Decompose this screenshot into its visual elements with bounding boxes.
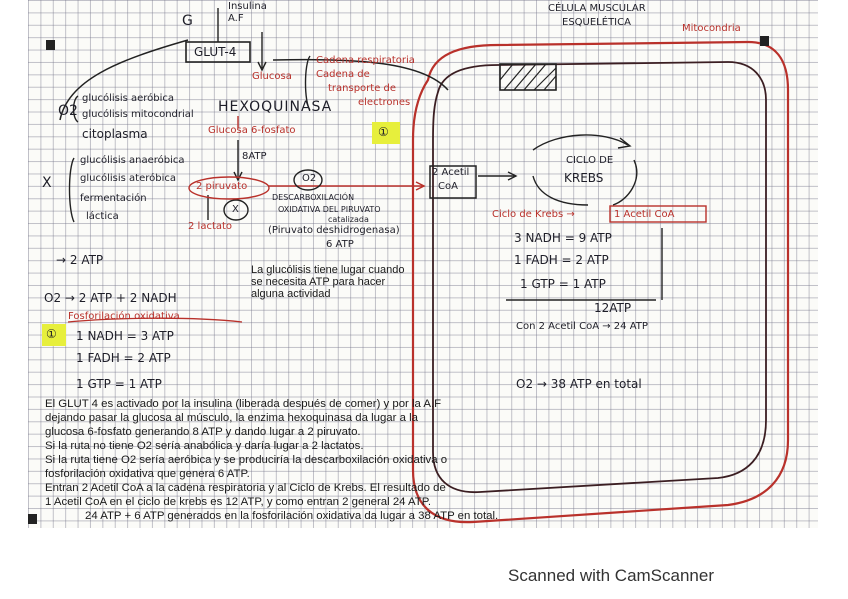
acetil-label-2: CoA <box>438 181 458 192</box>
summary-line-8: 1 Acetil CoA en el ciclo de krebs es 12 ATP, y como entran 2 general 24 ATP. <box>45 496 432 508</box>
fosf-row-1: 1 NADH = 3 ATP <box>76 329 174 343</box>
g6p-label: Glucosa 6-fosfato <box>208 125 296 136</box>
x-circle-label: X <box>232 204 239 215</box>
g-label: G <box>182 13 193 29</box>
scanner-watermark: Scanned with CamScanner <box>508 566 715 585</box>
o2-line-3: citoplasma <box>82 127 148 141</box>
corner-mark-tr <box>760 36 769 46</box>
o2-atp-line: O2 → 2 ATP + 2 NADH <box>44 291 177 305</box>
summary-paragraph <box>45 397 498 523</box>
summary-line-9: 24 ATP + 6 ATP generados en la fosforilación oxidativa da lugar a 38 ATP en total. <box>85 510 499 522</box>
atp6-label: 6 ATP <box>326 239 354 250</box>
summary-line-5: Si la ruta tiene O2 sería aeróbica y se produciría la descarboxilación oxidativa o <box>45 454 448 466</box>
af-label: A.F <box>228 13 244 24</box>
hexoquinasa-label: HEXOQUINASA <box>218 99 333 115</box>
decarb-2: OXIDATIVA DEL PIRUVATO <box>278 205 381 214</box>
badge-top: ① <box>378 125 389 139</box>
atp8-label: 8ATP <box>242 151 267 162</box>
grid-notebook-sheet <box>28 0 818 528</box>
mitocondria-label: Mitocondria <box>682 23 741 34</box>
lactato-label: 2 lactato <box>188 221 233 232</box>
no-o2-line-1: glucólisis anaeróbica <box>80 155 185 166</box>
krebs-row-1: 3 NADH = 9 ATP <box>514 231 612 245</box>
krebs-final: O2 → 38 ATP en total <box>516 377 642 391</box>
cell-title-1: CÉLULA MUSCULAR <box>548 3 646 14</box>
no-o2-line-4: láctica <box>86 211 119 222</box>
decarb-3: catalizada <box>328 215 369 224</box>
no-o2-line-3: fermentación <box>80 193 147 204</box>
fosforilacion-label: Fosforilación oxidativa <box>68 311 180 322</box>
pdh-label: (Piruvato deshidrogenasa) <box>268 225 400 236</box>
krebs-total: 12ATP <box>594 301 632 315</box>
glucosa-label: Glucosa <box>252 71 292 82</box>
o2-circle-label: O2 <box>302 173 317 184</box>
note-line-3: alguna actividad <box>251 288 331 300</box>
o2-line-1: glucólisis aeróbica <box>82 93 175 104</box>
summary-line-7: Entran 2 Acetil CoA a la cadena respiratoria y al Ciclo de Krebs. El resultado de <box>45 482 446 494</box>
badge-left: ① <box>46 327 57 341</box>
legend-line-4: electrones <box>358 97 411 108</box>
krebs-con2: Con 2 Acetil CoA → 24 ATP <box>516 321 648 332</box>
krebs-title-2: KREBS <box>564 171 604 185</box>
krebs-row-2: 1 FADH = 2 ATP <box>514 253 609 267</box>
fosf-row-3: 1 GTP = 1 ATP <box>76 377 162 391</box>
decarb-1: DESCARBOXILACIÓN <box>272 193 355 202</box>
legend-line-3: transporte de <box>328 83 397 94</box>
acetil-label-1: 2 Acetil <box>432 167 470 178</box>
summary-line-2: dejando pasar la glucosa al músculo, la enzima hexoquinasa da lugar a la <box>45 412 418 424</box>
glycolysis-note <box>251 264 405 300</box>
summary-line-4: Si la ruta no tiene O2 sería anabólica y daría lugar a 2 lactatos. <box>45 440 364 452</box>
legend-line-1: Cadena respiratoria <box>316 55 415 66</box>
krebs-heading-box: 1 Acetil CoA <box>614 209 675 220</box>
glut4-label: GLUT-4 <box>194 45 237 59</box>
piruvato-label: 2 piruvato <box>196 181 248 192</box>
cell-title-2: ESQUELÉTICA <box>562 17 631 28</box>
no-o2-result: → 2 ATP <box>56 253 104 267</box>
fosf-row-2: 1 FADH = 2 ATP <box>76 351 171 365</box>
corner-mark-tl <box>46 40 55 50</box>
krebs-heading: Ciclo de Krebs → <box>492 209 575 220</box>
corner-mark-bl <box>28 514 37 524</box>
o2-line-2: glucólisis mitocondrial <box>82 109 194 120</box>
summary-line-3: glucosa 6-fosfato generando 8 ATP y dando lugar a 2 piruvato. <box>45 426 361 438</box>
insulina-label: Insulina <box>228 1 267 12</box>
o2-label: O2 <box>58 103 78 119</box>
legend-line-2: Cadena de <box>316 69 370 80</box>
krebs-title-1: CICLO DE <box>566 155 614 166</box>
summary-line-6: fosforilación oxidativa que genera 6 ATP. <box>45 468 250 480</box>
note-line-1: La glucólisis tiene lugar cuando <box>251 264 405 276</box>
summary-line-1: El GLUT 4 es activado por la insulina (liberada después de comer) y por la A.F <box>45 398 442 410</box>
no-o2-line-2: glucólisis ateróbica <box>80 173 176 184</box>
no-o2-label: X <box>42 175 52 191</box>
krebs-row-3: 1 GTP = 1 ATP <box>520 277 606 291</box>
note-line-2: se necesita ATP para hacer <box>251 276 386 288</box>
